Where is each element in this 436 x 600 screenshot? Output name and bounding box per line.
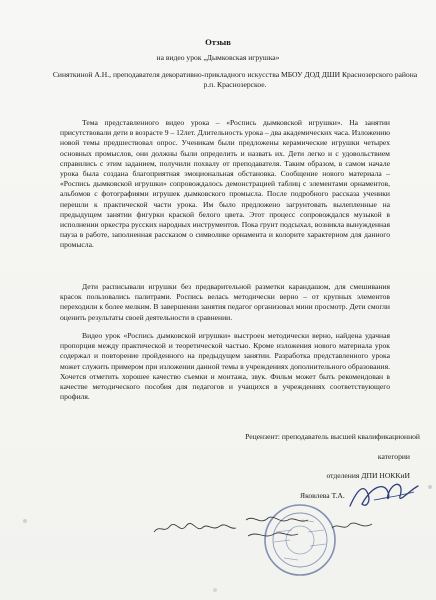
handwritten-certification-icon [150,510,380,550]
author-line: Синяткиной А.Н., преподавателя декоративно-прикладного искусства МБОУ ДОД ДШИ Краснозерского района р.п. Краснозерское. [52,70,418,90]
reviewer-line: Рецензент: преподаватель высшей квалификационной [245,432,420,441]
document-title: Отзыв [205,37,231,47]
paragraph-3: Видео урок «Роспись дымковской игрушки» выстроен методически верно, найдена удачная пропорция между практической и теоретической частью. Кроме изложения нового материала урок содержал и повторение пройденного на предыдущем занятии. Разработка представленного урока может служить примером при изложении данной темы в учреждениях дополнительного образования. Хочется отметить хорошее качество съемки и монтажа, звук. Фильм может быть рекомендован в качестве методического пособия для педагогов и учащихся в учреждениях соответствующего профиля. [60,331,390,402]
scan-mark-icon [425,482,435,492]
paragraph-2: Дети расписывали игрушки без предварительной разметки карандашом, для смешивания красок пользовались палитрами. Роспись велась методически верно – от крупных элементов переходили к более мелким. В завершении занятия педагог организовал мини просмотр. Дети смогли оценить результаты своей деятельности в сравнении. [60,282,390,322]
signer-name: Яковлева Т.А. [300,491,345,500]
scan-mark-icon [210,585,220,595]
scan-mark-icon [20,516,30,526]
paragraph-1: Тема представленного видео урока – «Роспись дымковской игрушки». На занятии присутствовали дети в возрасте 9 – 12лет. Длительность урока – два академических часа. Изложению новой темы предшествовал опрос. Ученикам были предложены керамические игрушки четырех основных промыслов, они должны были определить и назвать их. Дети легко и с удовольствием справились с этим заданием, получили похвалу от преподавателя. Таким образом, в самом начале урока была создана благоприятная эмоциональная обстановка. Сообщение нового материала – «Роспись дымковской игрушки» сопровождалось демонстрацией таблиц с элементами орнаментов, альбомов с фотографиями игрушек дымковского промысла. После подробного рассказа ученики перешли к практической части урока. Им было предложено загрунтовать вылепленные на предыдущем занятии фигурки краской белого цвета. Этот процесс сопровождался музыкой в исполнении оркестра русских народных инструментов. Пока грунт подсыхал, возникла вынужденная пауза в работе, заполненная рассказом о символике орнамента и колорите характерном для данного промысла. [60,118,390,250]
document-subtitle: на видео урок „Дымковская игрушка» [156,53,280,62]
reviewer-category: категории [377,452,410,461]
reviewer-department: отделения ДПИ НОККиИ [326,471,410,480]
signature-icon [344,478,424,514]
